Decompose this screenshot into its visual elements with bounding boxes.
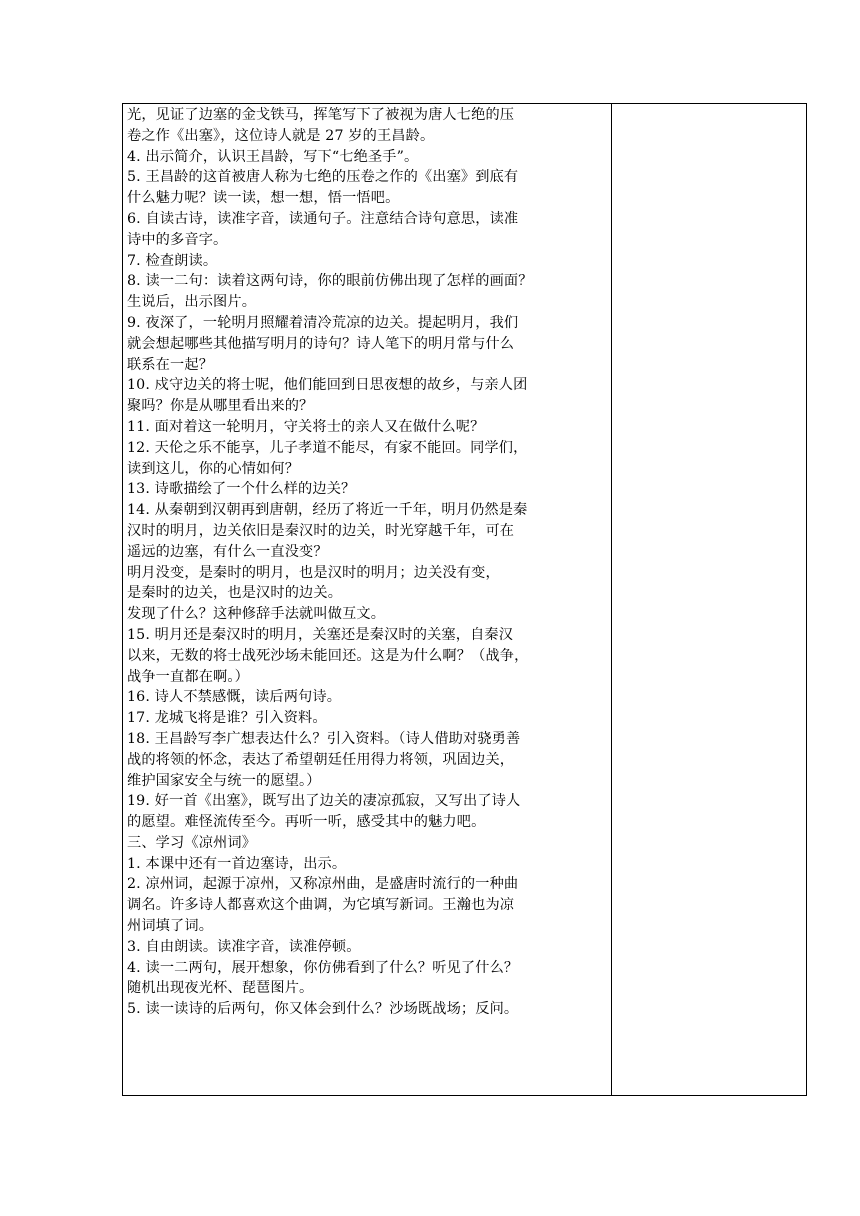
text-line: 8. 读一二句：读着这两句诗，你的眼前仿佛出现了怎样的画面？ xyxy=(127,273,533,290)
text-line: 11. 面对着这一轮明月，守关将士的亲人又在做什么呢？ xyxy=(127,418,485,435)
text-line: 7. 检查朗读。 xyxy=(127,252,218,269)
text-line: 4. 出示简介，认识王昌龄，写下“七绝圣手”。 xyxy=(127,148,419,165)
text-line: 14. 从秦朝到汉朝再到唐朝，经历了将近一千年，明月仍然是秦 xyxy=(127,502,528,519)
text-line: 遥远的边塞，有什么一直没变？ xyxy=(127,543,328,560)
text-line: 战的将领的怀念，表达了希望朝廷任用得力将领，巩固边关， xyxy=(127,751,515,768)
text-line: 汉时的明月，边关依旧是秦汉时的边关，时光穿越千年，可在 xyxy=(127,522,515,539)
text-line: 10. 戍守边关的将士呢，他们能回到日思夜想的故乡，与亲人团 xyxy=(127,377,528,394)
text-line: 是秦时的边关，也是汉时的边关。 xyxy=(127,585,343,602)
text-line: 什么魅力呢？读一读，想一想，悟一悟吧。 xyxy=(127,190,400,207)
text-line: 的愿望。难怪流传至今。再听一听，感受其中的魅力吧。 xyxy=(127,814,486,831)
text-line: 诗中的多音字。 xyxy=(127,231,228,248)
text-line: 维护国家安全与统一的愿望。） xyxy=(127,772,321,789)
text-line: 5. 读一读诗的后两句，你又体会到什么？沙场既战场；反问。 xyxy=(127,1001,519,1018)
text-line: 9. 夜深了，一轮明月照耀着清冷荒凉的边关。提起明月，我们 xyxy=(127,314,519,331)
text-line: 发现了什么？这种修辞手法就叫做互文。 xyxy=(127,606,386,623)
text-line: 13. 诗歌描绘了一个什么样的边关？ xyxy=(127,481,356,498)
text-line: 战争一直都在啊。） xyxy=(127,668,249,685)
text-line: 19. 好一首《出塞》，既写出了边关的凄凉孤寂，又写出了诗人 xyxy=(127,793,521,810)
text-line: 6. 自读古诗，读准字音，读通句子。注意结合诗句意思，读准 xyxy=(127,210,519,227)
text-line: 调名。许多诗人都喜欢这个曲调，为它填写新词。王瀚也为凉 xyxy=(127,897,515,914)
text-line: 15. 明月还是秦汉时的明月，关塞还是秦汉时的关塞，自秦汉 xyxy=(127,626,514,643)
notes-cell xyxy=(612,104,807,1096)
text-line: 联系在一起？ xyxy=(127,356,214,373)
text-line: 州词填了词。 xyxy=(127,918,214,935)
text-line: 卷之作《出塞》，这位诗人就是 27 岁的王昌龄。 xyxy=(127,127,435,144)
text-line: 12. 天伦之乐不能享，儿子孝道不能尽，有家不能回。同学们， xyxy=(127,439,528,456)
text-line: 三、学习《凉州词》 xyxy=(127,834,257,851)
text-line: 3. 自由朗读。读准字音，读准停顿。 xyxy=(127,938,361,955)
text-line: 18. 王昌龄写李广想表达什么？引入资料。（诗人借助对骁勇善 xyxy=(127,730,521,747)
text-line: 明月没变，是秦时的明月，也是汉时的明月；边关没有变， xyxy=(127,564,500,581)
text-line: 1. 本课中还有一首边塞诗，出示。 xyxy=(127,855,347,872)
text-line: 聚吗？你是从哪里看出来的？ xyxy=(127,398,314,415)
text-line: 17. 龙城飞将是谁？引入资料。 xyxy=(127,710,327,727)
text-line: 随机出现夜光杯、琵琶图片。 xyxy=(127,980,314,997)
text-line: 生说后，出示图片。 xyxy=(127,294,257,311)
table-row xyxy=(123,104,807,1096)
text-line: 2. 凉州词，起源于凉州，又称凉州曲，是盛唐时流行的一种曲 xyxy=(127,876,519,893)
text-line: 4. 读一二两句，展开想象，你仿佛看到了什么？听见了什么？ xyxy=(127,959,519,976)
lesson-steps-cell xyxy=(123,104,612,1096)
text-line: 光，见证了边塞的金戈铁马，挥笔写下了被视为唐人七绝的压 xyxy=(127,107,515,123)
text-line: 5. 王昌龄的这首被唐人称为七绝的压卷之作的《出塞》到底有 xyxy=(127,169,519,186)
text-line: 读到这儿，你的心情如何？ xyxy=(127,460,300,477)
lesson-plan-table xyxy=(122,103,807,1096)
text-line: 16. 诗人不禁感慨，读后两句诗。 xyxy=(127,689,342,706)
lesson-steps-text xyxy=(123,104,611,1020)
text-line: 以来，无数的将士战死沙场未能回还。这是为什么啊？（战争， xyxy=(127,647,529,664)
text-line: 就会想起哪些其他描写明月的诗句？诗人笔下的明月常与什么 xyxy=(127,335,515,352)
